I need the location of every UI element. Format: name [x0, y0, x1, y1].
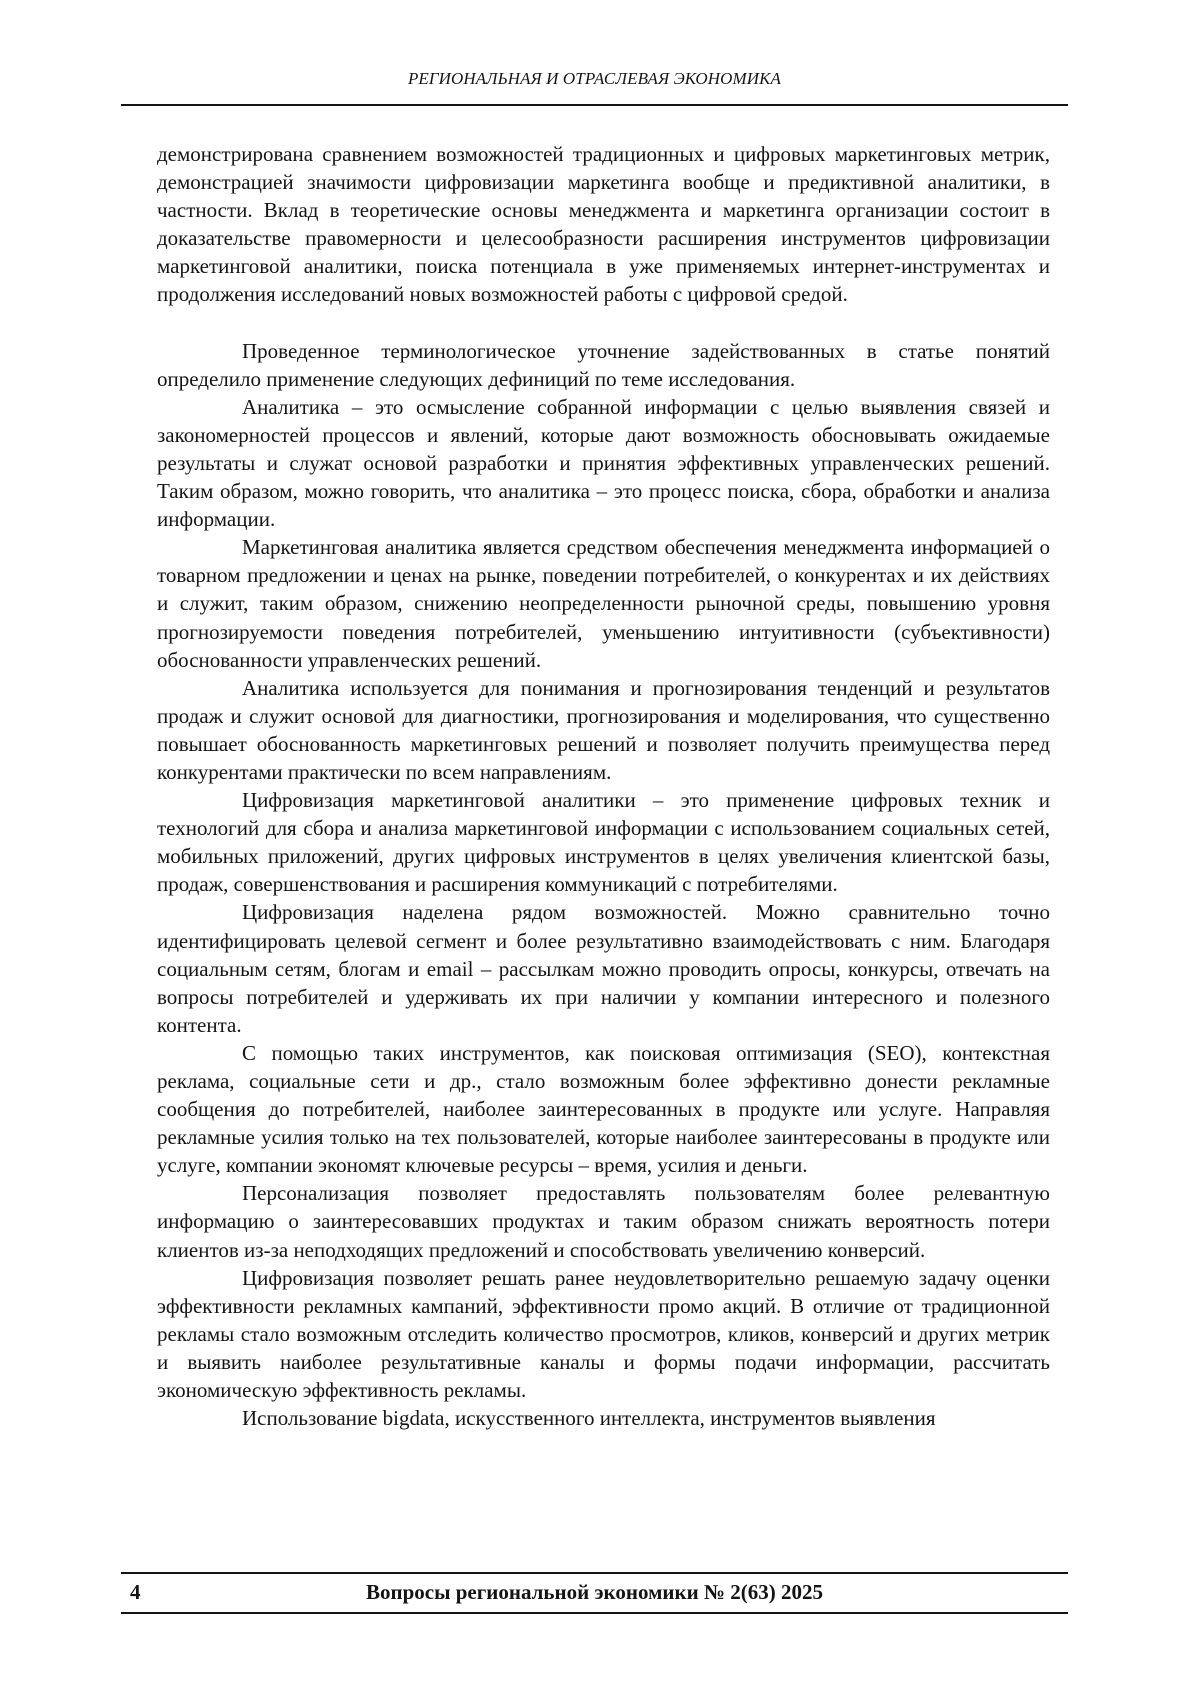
paragraph-digitalization-definition: Цифровизация маркетинговой аналитики – это применение цифровых техник и технологий для сбора и анализа маркетинговой информации с использованием социальных сетей, мобильных приложений, других цифровых инструментов в целях увеличения клиентской базы, продаж, совершенствования и расширения коммуникаций с потребителями.: [157, 788, 1050, 897]
paragraph-bigdata: Использование bigdata, искусственного интеллекта, инструментов выявления: [242, 1406, 936, 1431]
paragraph-marketing-analytics: Маркетинговая аналитика является средством обеспечения менеджмента информацией о товарном предложении и ценах на рынке, поведении потребителей, о конкурентах и их действиях и служит, таким образом, снижению неопределенности рыночной среды, повышению уровня прогнозируемости поведения потребителей, уменьшению интуитивности (субъективности) обоснованности управленческих решений.: [157, 535, 1050, 672]
paragraph-personalization: Персонализация позволяет предоставлять пользователям более релевантную информацию о заинтересовавших продуктах и таким образом снижать вероятность потери клиентов из-за неподходящих предложений и способствовать увеличению конверсий.: [157, 1181, 1050, 1262]
paragraph-analytics-usage: Аналитика используется для понимания и прогнозирования тенденций и результатов продаж и служит основой для диагностики, прогнозирования и моделирования, что существенно повышает обоснованность маркетинговых решений и позволяет получить преимущества перед конкурентами практически по всем направлениям.: [157, 675, 1050, 784]
paragraph-digital-tools: С помощью таких инструментов, как поисковая оптимизация (SEO), контекстная реклама, социальные сети и др., стало возможным более эффективно донести рекламные сообщения до потребителей, наиболее заинтересованных в продукте или услуге. Направляя рекламные усилия только на тех пользователей, которые наиболее заинтересованы в продукте или услуге, компании экономят ключевые ресурсы – время, усилия и деньги.: [157, 1040, 1050, 1178]
running-header-title: РЕГИОНАЛЬНАЯ И ОТРАСЛЕВАЯ ЭКОНОМИКА: [407, 69, 782, 88]
paragraph-terminology-intro: Проведенное терминологическое уточнение задействованных в статье понятий определило применение следующих дефиниций по теме исследования.: [157, 338, 1050, 391]
article-body: [157, 140, 1050, 1432]
paragraph-analytics-definition: Аналитика – это осмысление собранной информации с целью выявления связей и закономерностей процессов и явлений, которые дают возможность обосновывать ожидаемые результаты и служат основой разработки и принятия эффективных управленческих решений. Таким образом, можно говорить, что аналитика – это процесс поиска, сбора, обработки и анализа информации.: [157, 394, 1050, 532]
header-rule: [121, 104, 1068, 106]
footer-rule-bottom: [121, 1612, 1068, 1614]
journal-title: Вопросы региональной экономики № 2(63) 2025: [365, 1580, 824, 1604]
paragraph-ad-effectiveness: Цифровизация позволяет решать ранее неудовлетворительно решаемую задачу оценки эффективности рекламных кампаний, эффективности промо акций. В отличие от традиционной рекламы стало возможным отследить количество просмотров, кликов, конверсий и других метрик и выявить наиболее результативные каналы и формы подачи информации, рассчитать экономическую эффективность рекламы.: [157, 1265, 1050, 1403]
footer-rule-top: [121, 1572, 1068, 1574]
page-number: 4: [130, 1580, 141, 1604]
paragraph-digitalization-opportunities: Цифровизация наделена рядом возможностей. Можно сравнительно точно идентифицировать целевой сегмент и более результативно взаимодействовать с ним. Благодаря социальным сетям, блогам и email – рассылкам можно проводить опросы, конкурсы, отвечать на вопросы потребителей и удерживать их при наличии у компании интересного и полезного контента.: [157, 900, 1050, 1037]
paragraph-continuation: демонстрирована сравнением возможностей традиционных и цифровых маркетинговых метрик, демонстрацией значимости цифровизации маркетинга вообще и предиктивной аналитики, в частности. Вклад в теоретические основы менеджмента и маркетинга организации состоит в доказательстве правомерности и целесообразности расширения инструментов цифровизации маркетинговой аналитики, поиска потенциала в уже применяемых интернет-инструментах и продолжения исследований новых возможностей работы с цифровой средой.: [157, 142, 1050, 307]
